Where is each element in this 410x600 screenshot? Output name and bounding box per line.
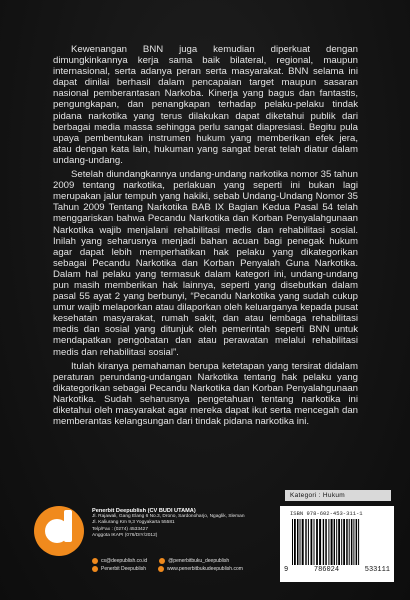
barcode-bar: [316, 519, 318, 565]
barcode-bar: [292, 519, 293, 565]
barcode-bar: [349, 519, 350, 565]
barcode-number: [284, 566, 390, 574]
barcode-bar: [302, 519, 304, 565]
publisher-name: Penerbit Deepublish (CV BUDI UTAMA): [92, 508, 196, 514]
barcode-bar: [311, 519, 313, 565]
barcode-bar: [314, 519, 315, 565]
blurb-paragraph-1: Kewenangan BNN juga kemudian diperkuat dengan dimungkinkannya kerja sama baik bilateral, regional, maupun internasional, serta adanya peran serta masyarakat. BNN selama ini dapat dinilai berhasil dalam pencapaian target maupun sasaran nasional pemberantasan Narkoba. Kinerja yang bagus dan fantastis, pengungkapan, dan penangkapan terhadap pelaku-pelaku tindak pidana narkotika yang terus dilakukan dapat diketahui publik dari berbagai media massa sehingga perlu sangat diapresiasi. Begitu pula upaya pembentukan instrumen hukum yang memberikan efek jera, atau dengan kata lain, hukuman yang sangat berat telah diatur dalam undang-undang.: [53, 44, 358, 166]
blurb-paragraph-2: Setelah diundangkannya undang-undang narkotika nomor 35 tahun 2009 tentang narkotika, perlakuan yang seperti ini bukan lagi merupakan jalur tempuh yang hakiki, sebab Undang-Undang Nomor 35 Tahun 2009 Tentang Narkotika BAB IX Bagian Kedua Pasal 54 telah menggariskan bahwa Pecandu Narkotika dan Korban Penyalahgunaan Narkotika wajib menjalani rehabilitasi medis dan rehabilitasi sosial. Inilah yang seharusnya menjadi bahan acuan bagi penegak hukum agar dapat lebih memperhatikan hak pelaku yang dikategorikan sebagai Pecandu Narkotika dan Korban Penyalah Guna Narkotika. Dalam hal pelaku yang termasuk dalam kategori ini, undang-undang pun masih memberikan hak lainnya, seperti yang disebutkan dalam pasal 55 ayat 2 yang berbunyi, “Pecandu Narkotika yang sudah cukup umur wajib melaporkan atau dilaporkan oleh keluarganya kepada pusat kesehatan masyarakat, rumah sakit, dan atau lembaga rehabilitasi medis dan sosial yang ditunjuk oleh pemerintah seperti BNN untuk mendapatkan pengobatan dan atau perawatan melalui rehabilitasi medis dan rehabilitasi sosial”.: [53, 169, 358, 358]
instagram-icon: [159, 558, 165, 564]
publisher-address-1: Jl. Rajawali, Gang Elang 6 No.3, Drono, Sardonoharjo, Ngaglik, Sleman: [92, 514, 245, 520]
barcode-bar: [331, 519, 333, 565]
isbn-barcode-box: [280, 506, 394, 582]
barcode-bar: [338, 519, 340, 565]
publisher-ikapi: Anggota IKAPI (076/DIY/2012): [92, 532, 158, 538]
publisher-facebook: Penerbit Deepublish: [101, 566, 147, 572]
barcode-bar: [341, 519, 342, 565]
barcode-bar: [297, 519, 299, 565]
back-cover-blurb: [53, 44, 358, 430]
email-icon: [92, 558, 98, 564]
barcode-digit-group-1: 9: [284, 566, 289, 574]
barcode-digit-group-3: 533111: [364, 566, 390, 574]
publisher-website: www.penerbitbukudeepublish.com: [167, 566, 243, 572]
barcode-digit-group-2: 786024: [313, 566, 340, 574]
barcode: [290, 519, 386, 565]
barcode-bar: [300, 519, 301, 565]
barcode-bar: [323, 519, 324, 565]
barcode-bar: [325, 519, 327, 565]
barcode-bar: [336, 519, 337, 565]
publisher-email: cs@deepublish.co.id: [101, 558, 148, 564]
barcode-bar: [353, 519, 354, 565]
barcode-bar: [319, 519, 321, 565]
publisher-instagram: @penerbitbuku_deepublish: [168, 558, 230, 564]
publisher-logo-icon: [34, 506, 84, 556]
barcode-bar: [308, 519, 309, 565]
facebook-icon: [92, 566, 98, 572]
barcode-bar: [343, 519, 345, 565]
blurb-paragraph-3: Itulah kiranya pemahaman berupa ketetapan yang tersirat didalam peraturan perundang-undangan Narkotika tentang hak pelaku yang dikategorikan sebagai Pecandu Narkotika dan Korban Penyalahgunaan Narkotika. Sudah seharusnya pengetahuan tentang narkotika ini diketahui oleh masyarakat agar mereka dapat ikut serta mencegah dan memberantas kelangsungan dari tindak pidana narkotika ini.: [53, 360, 358, 428]
barcode-bar: [351, 519, 353, 565]
barcode-bar: [294, 519, 296, 565]
isbn-label: ISBN 978-602-453-311-1: [290, 510, 363, 517]
globe-icon: [158, 566, 164, 572]
publisher-phone: Telp/Fax : (0274) 4533427: [92, 526, 149, 532]
publisher-info: [92, 508, 282, 539]
barcode-bar: [328, 519, 329, 565]
barcode-bar: [305, 519, 306, 565]
barcode-bar: [356, 519, 358, 565]
barcode-bar: [346, 519, 348, 565]
publisher-block: [34, 504, 274, 584]
barcode-bar: [358, 519, 359, 565]
category-label: Kategori : Hukum: [285, 490, 391, 501]
publisher-address-2: Jl. Kaliurang Km 9,3 Yogyakarta 55581: [92, 520, 175, 526]
publisher-contacts: [92, 557, 282, 573]
barcode-bar: [334, 519, 335, 565]
